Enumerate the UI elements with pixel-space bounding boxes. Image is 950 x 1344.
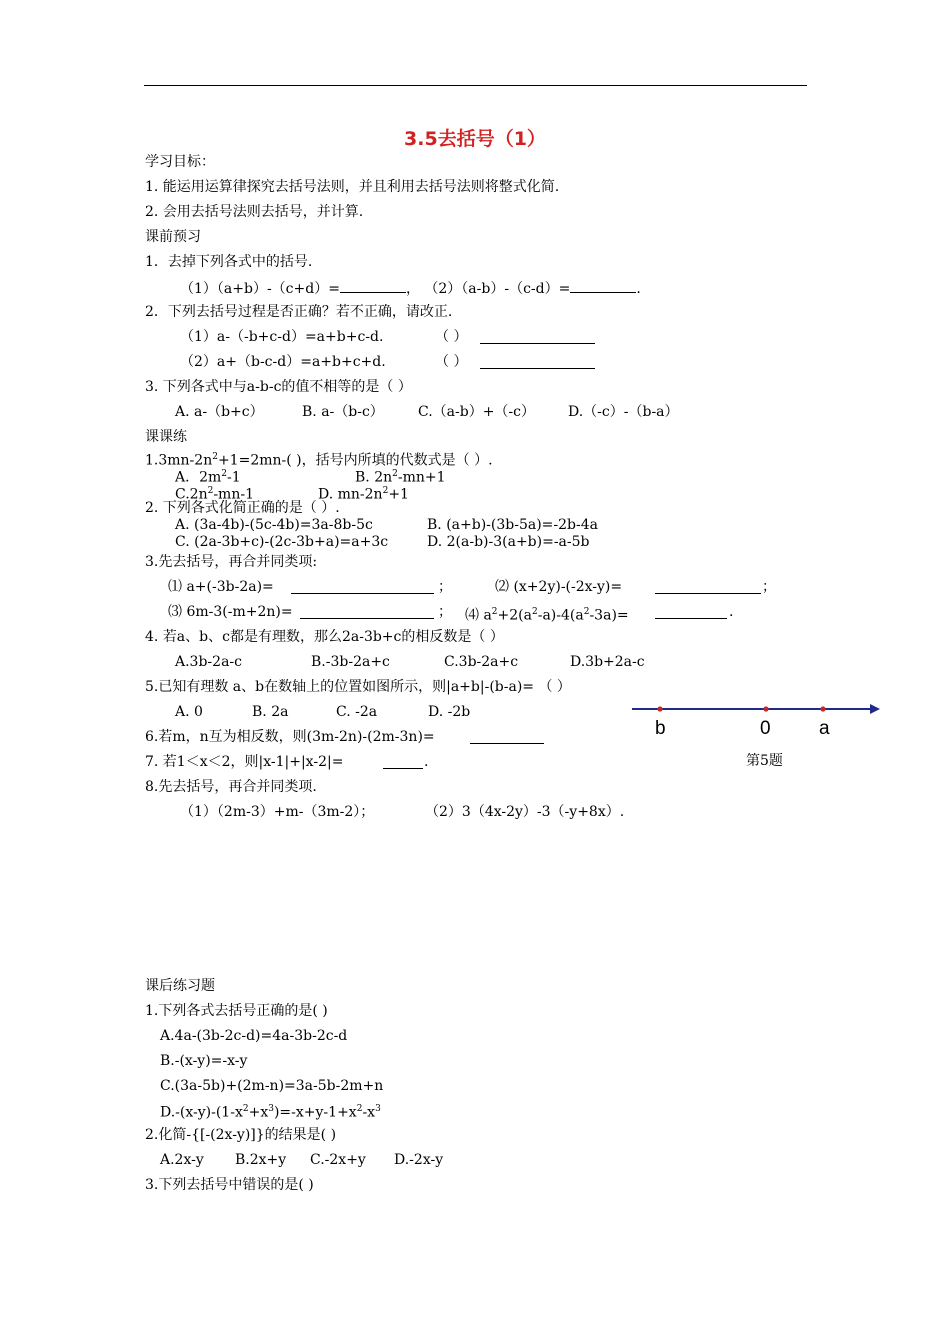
- classwork-q5: 5.已知有理数 a、b在数轴上的位置如图所示，则|a+b|-(b-a)= （ ）: [145, 679, 571, 695]
- option: $D.-(x-y)-(1-x^2+x^3)=-x+y-1+x^2-x^3$: [160, 1104, 381, 1121]
- number-line: [630, 698, 880, 722]
- option: B. (a+b)-(3b-5a)=-2b-4a: [427, 517, 598, 533]
- preview-q2-a: （1）a-（-b+c-d）=a+b+c-d.: [180, 329, 384, 345]
- semicolon: ；: [438, 604, 452, 620]
- q8-part-1: （1）（2m-3）+m-（3m-2）；: [180, 804, 375, 820]
- classwork-q4: 4. 若a、b、c都是有理数，那么2a-3b+c的相反数是（ ）: [145, 629, 504, 645]
- objectives-heading: 学习目标：: [145, 154, 215, 170]
- point-b: [657, 706, 662, 711]
- answer-blank[interactable]: [300, 604, 434, 619]
- option: C.3b-2a+c: [444, 654, 519, 670]
- label-zero: 0: [760, 718, 771, 739]
- point-zero: [763, 706, 768, 711]
- option: C.-2x+y: [310, 1152, 366, 1168]
- homework-q2: 2.化简-{[-(2x-y)]}的结果是( ): [145, 1127, 337, 1143]
- preview-q2-b: （2）a+（b-c-d）=a+b+c+d.: [180, 354, 386, 370]
- period: .: [729, 604, 734, 620]
- option: C. -2a: [336, 704, 378, 720]
- classwork-q6: 6.若m，n互为相反数，则(3m-2n)-(2m-3n)=: [145, 729, 435, 745]
- option: D.3b+2a-c: [570, 654, 645, 670]
- q3-part-3: ⑶ 6m-3(-m+2n)=: [168, 604, 293, 620]
- point-a: [820, 706, 825, 711]
- option: A.2x-y: [160, 1152, 204, 1168]
- option: B. 2a: [252, 704, 289, 720]
- q3-part-4: ⑷ $a^2+2(a^2-a)-4(a^2-3a)=$: [465, 607, 629, 624]
- option: B.-3b-2a+c: [311, 654, 390, 670]
- option: D. -2b: [428, 704, 471, 720]
- homework-q3: 3.下列去括号中错误的是( ): [145, 1177, 314, 1193]
- answer-blank[interactable]: [383, 754, 423, 769]
- classwork-q8: 8.先去括号，再合并同类项.: [145, 779, 317, 795]
- header-rule: [144, 85, 807, 86]
- correction-blank[interactable]: [480, 329, 595, 344]
- answer-blank[interactable]: [655, 604, 727, 619]
- option: C. (2a-3b+c)-(2c-3b+a)=a+3c: [175, 534, 389, 550]
- answer-blank[interactable]: [340, 278, 406, 293]
- preview-q3: 3. 下列各式中与a-b-c的值不相等的是（ ）: [145, 379, 412, 395]
- classwork-q2: 2. 下列各式化简正确的是（ ）.: [145, 500, 340, 516]
- classwork-q7: 7. 若1＜x＜2，则|x-1|+|x-2|=: [145, 754, 344, 770]
- answer-blank[interactable]: [655, 579, 761, 594]
- option: D. $mn-2n^2+1$: [318, 486, 409, 503]
- label-b: b: [655, 718, 666, 739]
- homework-heading: 课后练习题: [145, 978, 215, 994]
- answer-blank[interactable]: [291, 579, 434, 594]
- objective-item: 2. 会用去括号法则去括号，并计算.: [145, 204, 364, 220]
- option: A. 0: [175, 704, 203, 720]
- option: C.(3a-5b)+(2m-n)=3a-5b-2m+n: [160, 1078, 384, 1094]
- option: A．$2m^2-1$: [175, 469, 241, 486]
- option: D.-2x-y: [394, 1152, 444, 1168]
- judge-paren: （ ）: [435, 354, 468, 370]
- option: B. $2n^2-mn+1$: [355, 469, 446, 486]
- option: A.3b-2a-c: [175, 654, 242, 670]
- homework-q1: 1.下列各式去括号正确的是( ): [145, 1003, 328, 1019]
- objective-item: 1. 能运用运算律探究去括号法则，并且利用去括号法则将整式化简.: [145, 179, 560, 195]
- arrowhead-icon: [870, 704, 880, 714]
- correction-blank[interactable]: [480, 354, 595, 369]
- semicolon: ；: [438, 579, 452, 595]
- classwork-q3: 3.先去括号，再合并同类项:: [145, 554, 318, 570]
- option: B. a-（b-c）: [302, 404, 384, 420]
- option: D. 2(a-b)-3(a+b)=-a-5b: [427, 534, 590, 550]
- semicolon: ；: [762, 579, 776, 595]
- answer-blank[interactable]: [470, 729, 544, 744]
- option: C.（a-b）+（-c）: [418, 404, 536, 420]
- classwork-q1: $1.3mn-2n^2+1=2mn-$( )，括号内所填的代数式是（ ）.: [145, 452, 493, 469]
- figure-caption: 第5题: [746, 753, 783, 769]
- judge-paren: （ ）: [435, 329, 468, 345]
- classwork-heading: 课课练: [145, 429, 187, 445]
- period: .: [424, 754, 429, 770]
- preview-q1-parts: （1）（a+b）-（c+d）= ， （2）（a-b）-（c-d）= .: [180, 278, 641, 298]
- q3-part-2: ⑵ (x+2y)-(-2x-y)=: [495, 579, 623, 595]
- option: D.（-c）-（b-a）: [568, 404, 679, 420]
- q8-part-2: （2）3（4x-2y）-3（-y+8x）.: [425, 804, 625, 820]
- option: B.2x+y: [235, 1152, 287, 1168]
- option: $C.2n^2-mn-1$: [175, 486, 254, 503]
- label-a: a: [819, 718, 830, 739]
- answer-blank[interactable]: [570, 278, 636, 293]
- option: B.-(x-y)=-x-y: [160, 1053, 248, 1069]
- option: A. (3a-4b)-(5c-4b)=3a-8b-5c: [175, 517, 373, 533]
- preview-q2: 2．下列去括号过程是否正确？若不正确，请改正.: [145, 304, 453, 320]
- option: A.4a-(3b-2c-d)=4a-3b-2c-d: [160, 1028, 348, 1044]
- option: A. a-（b+c）: [175, 404, 264, 420]
- page-title: 3.5去括号（1）: [404, 128, 546, 150]
- preview-heading: 课前预习: [145, 229, 201, 245]
- q3-part-1: ⑴ a+(-3b-2a)=: [168, 579, 274, 595]
- preview-q1: 1．去掉下列各式中的括号.: [145, 254, 313, 270]
